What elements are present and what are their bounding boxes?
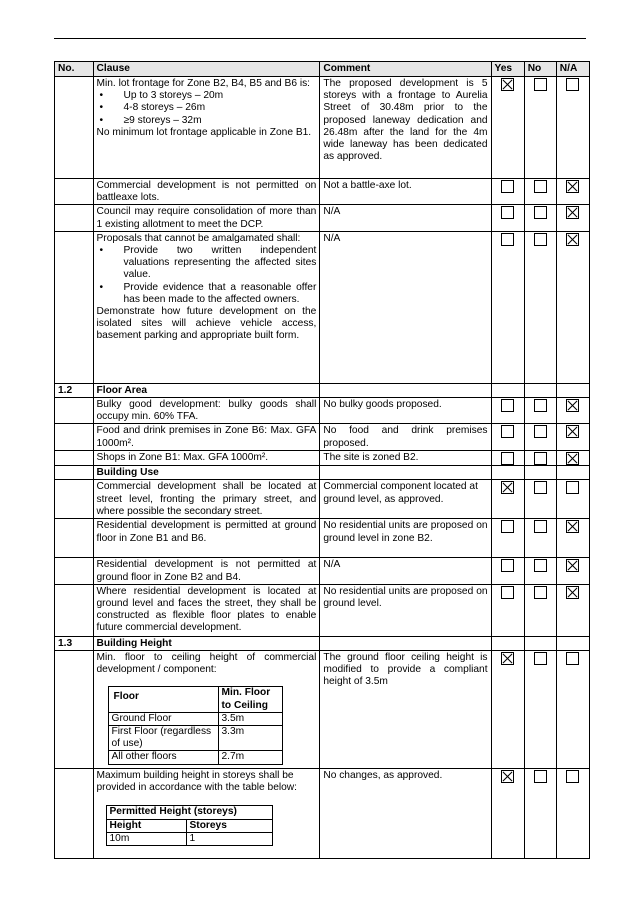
clause-cell: Food and drink premises in Zone B6: Max. GFA 1000m². — [93, 424, 320, 450]
section-title: Building Use — [93, 466, 320, 480]
header-no: No. — [55, 62, 94, 77]
list-item: • Up to 3 storeys – 20m — [124, 90, 317, 102]
clause-cell: Min. lot frontage for Zone B2, B4, B5 and B6 is: • Up to 3 storeys – 20m • 4-8 storeys – 26m • ≥9 storeys – 32m No minimum lot frontage applicable in Zone B1. — [93, 77, 320, 179]
table-row — [55, 424, 590, 450]
na-checkbox[interactable] — [566, 399, 579, 412]
no-checkbox[interactable] — [534, 78, 547, 91]
table-row — [55, 769, 590, 859]
section-row — [55, 383, 590, 397]
header-no-col: No — [524, 62, 556, 77]
header-na: N/A — [556, 62, 589, 77]
no-checkbox[interactable] — [534, 399, 547, 412]
yes-checkbox[interactable] — [501, 770, 514, 783]
comment-cell: No bulky goods proposed. — [320, 398, 491, 424]
yes-checkbox[interactable] — [501, 399, 514, 412]
comment-cell: The ground floor ceiling height is modified to provide a compliant height of 3.5m — [320, 651, 491, 769]
inner-table-row: 10m 1 — [106, 832, 272, 845]
table-header-row — [55, 62, 590, 77]
clause-cell: Where residential development is located at ground level and faces the street, they shall be constructed as flexible floor plates to enable future commercial development. — [93, 584, 320, 636]
yes-checkbox[interactable] — [501, 425, 514, 438]
yes-checkbox[interactable] — [501, 559, 514, 572]
na-checkbox[interactable] — [566, 425, 579, 438]
na-checkbox[interactable] — [566, 520, 579, 533]
section-title: Floor Area — [93, 383, 320, 397]
clause-cell: Commercial development shall be located at street level, fronting the primary street, and where possible the secondary street. — [93, 480, 320, 519]
header-comment: Comment — [320, 62, 491, 77]
inner-table-header: Height Storeys — [106, 819, 272, 832]
no-checkbox[interactable] — [534, 559, 547, 572]
no-checkbox[interactable] — [534, 652, 547, 665]
table-row — [55, 558, 590, 584]
na-checkbox[interactable] — [566, 180, 579, 193]
clause-cell: Bulky good development: bulky goods shall occupy min. 60% TFA. — [93, 398, 320, 424]
section-number: 1.2 — [55, 383, 94, 397]
yes-checkbox[interactable] — [501, 652, 514, 665]
na-checkbox[interactable] — [566, 206, 579, 219]
permitted-height-table — [106, 805, 273, 846]
clause-cell: Proposals that cannot be amalgamated shall: • Provide two written independent valuations representing the affected sites value. • Provide evidence that a reasonable offer has been made to the affected owners. Demonstrate how future development on the isolated sites will achieve vehicle access, basement parking and appropriate built form. — [93, 231, 320, 383]
section-row — [55, 466, 590, 480]
inner-table-title: Permitted Height (storeys) — [106, 806, 272, 819]
clause-cell: Min. floor to ceiling height of commercial development / component: Floor Min. Floor to Ceiling Ground Floor 3.5m First Floor (regardless of use) 3.3m All other floors 2.7m — [93, 651, 320, 769]
comment-cell: No residential units are proposed on ground level in zone B2. — [320, 519, 491, 558]
no-checkbox[interactable] — [534, 520, 547, 533]
yes-checkbox[interactable] — [501, 520, 514, 533]
table-row — [55, 231, 590, 383]
section-title: Building Height — [93, 636, 320, 650]
yes-checkbox[interactable] — [501, 180, 514, 193]
section-number: 1.3 — [55, 636, 94, 650]
yes-checkbox[interactable] — [501, 206, 514, 219]
header-rule — [54, 38, 586, 39]
comment-cell: N/A — [320, 205, 491, 231]
na-checkbox[interactable] — [566, 452, 579, 465]
yes-checkbox[interactable] — [501, 233, 514, 246]
clause-cell: Maximum building height in storeys shall be provided in accordance with the table below: Permitted Height (storeys) Height Storeys 10m 1 — [93, 769, 320, 859]
clause-cell: Commercial development is not permitted on battleaxe lots. — [93, 179, 320, 205]
comment-cell: Not a battle-axe lot. — [320, 179, 491, 205]
comment-cell: No changes, as approved. — [320, 769, 491, 859]
ceiling-height-table — [108, 686, 283, 764]
table-row — [55, 519, 590, 558]
table-row — [55, 179, 590, 205]
no-checkbox[interactable] — [534, 233, 547, 246]
na-checkbox[interactable] — [566, 586, 579, 599]
inner-table-row: Ground Floor 3.5m — [108, 712, 282, 725]
comment-cell: N/A — [320, 558, 491, 584]
table-row — [55, 398, 590, 424]
table-row — [55, 77, 590, 179]
comment-cell: No residential units are proposed on ground level. — [320, 584, 491, 636]
na-checkbox[interactable] — [566, 770, 579, 783]
na-checkbox[interactable] — [566, 652, 579, 665]
clause-cell: Council may require consolidation of more than 1 existing allotment to meet the DCP. — [93, 205, 320, 231]
section-row — [55, 636, 590, 650]
na-checkbox[interactable] — [566, 233, 579, 246]
comment-cell: The site is zoned B2. — [320, 450, 491, 465]
no-checkbox[interactable] — [534, 770, 547, 783]
compliance-table — [54, 61, 590, 859]
comment-cell: Commercial component located at ground level, as approved. — [320, 480, 491, 519]
comment-cell: The proposed development is 5 storeys with a frontage to Aurelia Street of 30.48m prior to the proposed laneway dedication and 26.48m after the land for the 4m wide laneway has been dedicated as approved. — [320, 77, 491, 179]
clause-cell: Shops in Zone B1: Max. GFA 1000m². — [93, 450, 320, 465]
inner-table-row: First Floor (regardless of use) 3.3m — [108, 726, 282, 751]
yes-checkbox[interactable] — [501, 452, 514, 465]
comment-cell: No food and drink premises proposed. — [320, 424, 491, 450]
no-checkbox[interactable] — [534, 425, 547, 438]
no-checkbox[interactable] — [534, 452, 547, 465]
list-item: • Provide evidence that a reasonable offer has been made to the affected owners. — [124, 282, 317, 306]
inner-table-header: Floor Min. Floor to Ceiling — [108, 687, 282, 712]
no-checkbox[interactable] — [534, 586, 547, 599]
yes-checkbox[interactable] — [501, 481, 514, 494]
list-item: • ≥9 storeys – 32m — [124, 115, 317, 127]
table-row — [55, 450, 590, 465]
header-yes: Yes — [491, 62, 524, 77]
no-checkbox[interactable] — [534, 180, 547, 193]
list-item: • 4-8 storeys – 26m — [124, 102, 317, 114]
na-checkbox[interactable] — [566, 481, 579, 494]
na-checkbox[interactable] — [566, 559, 579, 572]
header-clause: Clause — [93, 62, 320, 77]
no-checkbox[interactable] — [534, 481, 547, 494]
na-checkbox[interactable] — [566, 78, 579, 91]
clause-cell: Residential development is permitted at ground floor in Zone B1 and B6. — [93, 519, 320, 558]
table-row — [55, 584, 590, 636]
yes-checkbox[interactable] — [501, 78, 514, 91]
no-checkbox[interactable] — [534, 206, 547, 219]
clause-cell: Residential development is not permitted at ground floor in Zone B2 and B4. — [93, 558, 320, 584]
list-item: • Provide two written independent valuations representing the affected sites value. — [124, 245, 317, 282]
table-row — [55, 205, 590, 231]
yes-checkbox[interactable] — [501, 586, 514, 599]
table-row — [55, 651, 590, 769]
table-row — [55, 480, 590, 519]
comment-cell: N/A — [320, 231, 491, 383]
inner-table-row: All other floors 2.7m — [108, 751, 282, 764]
